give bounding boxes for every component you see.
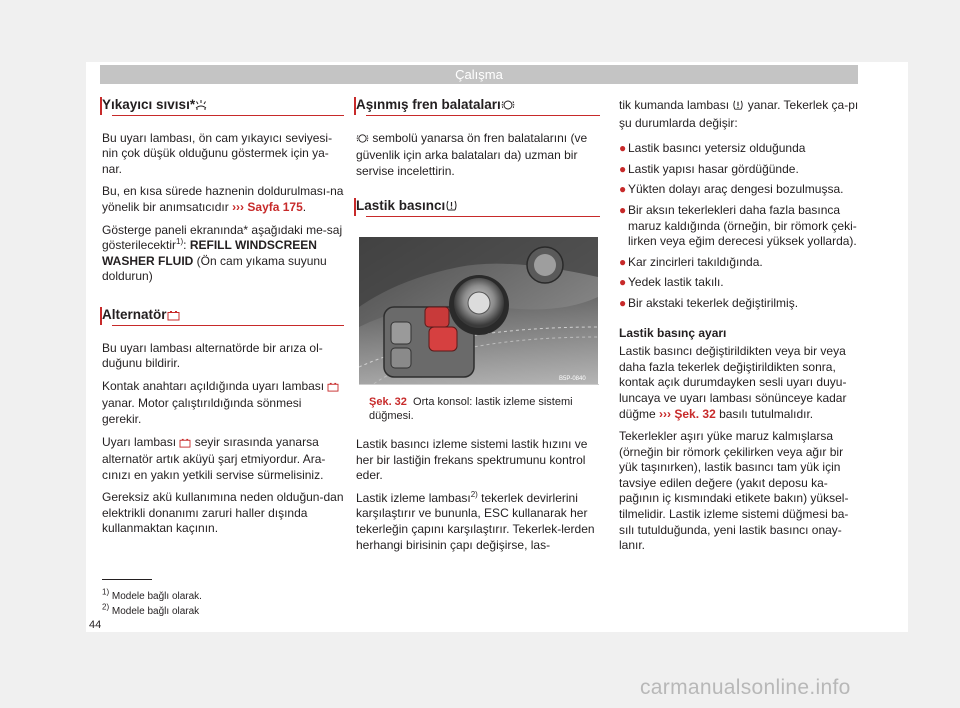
bullet-dot: ● [619,275,627,290]
paragraph: Lastik izleme lambası$^{2)}$ tekerlek devirlerini karşılaştırır ve bununla, ESC kullanarak her tekerleğin çapını karşılaştırır. Tekerlek-lerden herhangi birisinin çapı değişirse, las- [356,489,595,552]
paragraph: tik kumanda lambası yanar. Tekerlek ça-pı şu durumlarda değişir: [619,98,859,130]
bullet-dot: ● [619,202,627,217]
heading-accent [354,198,356,216]
paragraph: Gereksiz akü kullanımına neden olduğun-dan elektrikli donanımı zaruri haller dışında kullanmaktan kaçının. [102,490,344,536]
paragraph: Kontak anahtarı açıldığında uyarı lambası yanar. Motor çalıştırıldığında sönmesi gerekir. [102,379,344,428]
battery-icon [167,309,180,325]
bullet-dot: ● [619,141,627,156]
page-header: Çalışma [100,65,858,84]
page-number: 44 [89,619,102,631]
bullet-dot: ● [619,295,627,310]
paragraph: Tekerlekler aşırı yüke maruz kalmışlarsa (örneğin bir römork çekilirken veya ağır bir yük taşınırken), lastik basıncı tam yük için tavsiye edilen değere (yakıt deposu ka-pağının iç kısmındaki etikete bakın) yüksel-tilmelidir. Lastik izleme sistemi düğmesi ba-sılı tutulduğunda, yeni lastik basıncı onay-lanır. [619,429,849,553]
page-reference-link[interactable]: Sayfa 175 [247,199,303,214]
paragraph: Uyarı lambası seyir sırasında yanarsa alternatör artık aküyü şarj etmiyordur. Ara-cınızı en yakın yetkili servise sürmelisiniz. [102,434,326,482]
paragraph: Lastik basıncı izleme sistemi lastik hızını ve her bir lastiğin frekans spektrumunu kontrol eder. [356,437,588,483]
caption-divider [359,384,599,385]
footnote-divider [102,579,152,580]
footnote-marker: 2) [470,489,478,499]
figure-code: B5P-0840 [559,376,586,382]
column-middle [356,97,600,216]
paragraph: Lastik basıncı değiştirildikten veya bir veya daha fazla tekerlek değiştirildikten sonra, kontak açık durumdayken sesli uyarı duyu-luncaya ve uyarı lambası sönünceye kadar düğme ››› Şek. 32 basılı tutulmalıdır. [619,344,847,421]
heading-accent [100,307,102,325]
battery-icon [179,437,191,453]
figure-caption: Şek. 32 Orta konsol: lastik izleme sistemi düğmesi. [369,396,573,422]
footnote-marker: 1) [176,237,184,247]
section-heading-brake-pads: Aşınmış fren balataları [356,97,600,115]
paragraph: Gösterge paneli ekranında* aşağıdaki me-saj gösterilecektir$^{1)}$: REFILL WINDSCREEN WASHER FLUID (Ön cam yıkama suyunu doldurun) [102,222,343,284]
bullet-list [619,141,859,311]
watermark: carmanualsonline.info [640,676,851,699]
figure-reference-link[interactable]: Şek. 32 [674,406,716,421]
bullet-dot: ● [619,254,627,269]
paragraph: Bu uyarı lambası alternatörde bir arıza ol-duğunu bildirir. [102,340,323,371]
battery-icon [327,381,339,397]
subsection-title: Lastik basınç ayarı [619,325,727,340]
tyre-pressure-icon [732,99,744,116]
bullet-dot: ● [619,182,627,197]
list-item: ● Lastik basıncı yetersiz olduğunda [619,141,806,156]
brake-pad-icon [501,99,515,115]
paragraph: Bu, en kısa sürede haznenin doldurulması-na yönelik bir anımsatıcıdır ››› Sayfa 175. [102,184,344,214]
reference-arrow: ››› [232,199,245,214]
bullet-dot: ● [619,161,627,176]
section-heading-tyre-pressure: Lastik basıncı [356,198,600,216]
list-item: ● Bir aksın tekerlekleri daha fazla basınca maruz kaldığında (örneğin, bir römork çeki-lirken veya eğim derecesi yüksek yollarda). [619,202,857,249]
paragraph: Bu uyarı lambası, ön cam yıkayıcı seviyesi-nin çok düşük olduğunu göstermek için ya-nar. [102,130,333,176]
heading-accent [100,97,102,115]
heading-underline [366,216,600,217]
heading-underline [366,115,600,116]
list-item: ● Bir akstaki tekerlek değiştirilmiş. [619,295,799,310]
list-item: ● Lastik yapısı hasar gördüğünde. [619,161,799,176]
column-right [619,98,859,561]
column-left [102,97,344,544]
section-heading-washer-fluid: Yıkayıcı sıvısı* [102,97,344,115]
heading-underline [112,325,344,326]
console-photo [359,237,598,385]
footnote: $^{2)}$ Modele bağlı olarak [102,602,200,617]
list-item: ● Yükten dolayı araç dengesi bozulmuşsa. [619,182,844,197]
section-heading-alternator: Alternatör [102,307,344,325]
brake-pad-icon [356,133,369,149]
list-item: ● Yedek lastik takılı. [619,275,724,290]
paragraph: sembolü yanarsa ön fren balatalarını (ve güvenlik için arka balataları da) uzman bir servise incelettirin. [356,130,588,178]
footnote: $^{1)}$ Modele bağlı olarak. [102,587,202,602]
reference-arrow: ››› [659,406,672,421]
column-middle-lower [356,437,600,560]
heading-underline [112,115,344,116]
heading-accent [354,97,356,115]
tyre-pressure-icon [445,199,458,216]
washer-fluid-icon [195,99,207,115]
list-item: ● Kar zincirleri takıldığında. [619,254,763,269]
